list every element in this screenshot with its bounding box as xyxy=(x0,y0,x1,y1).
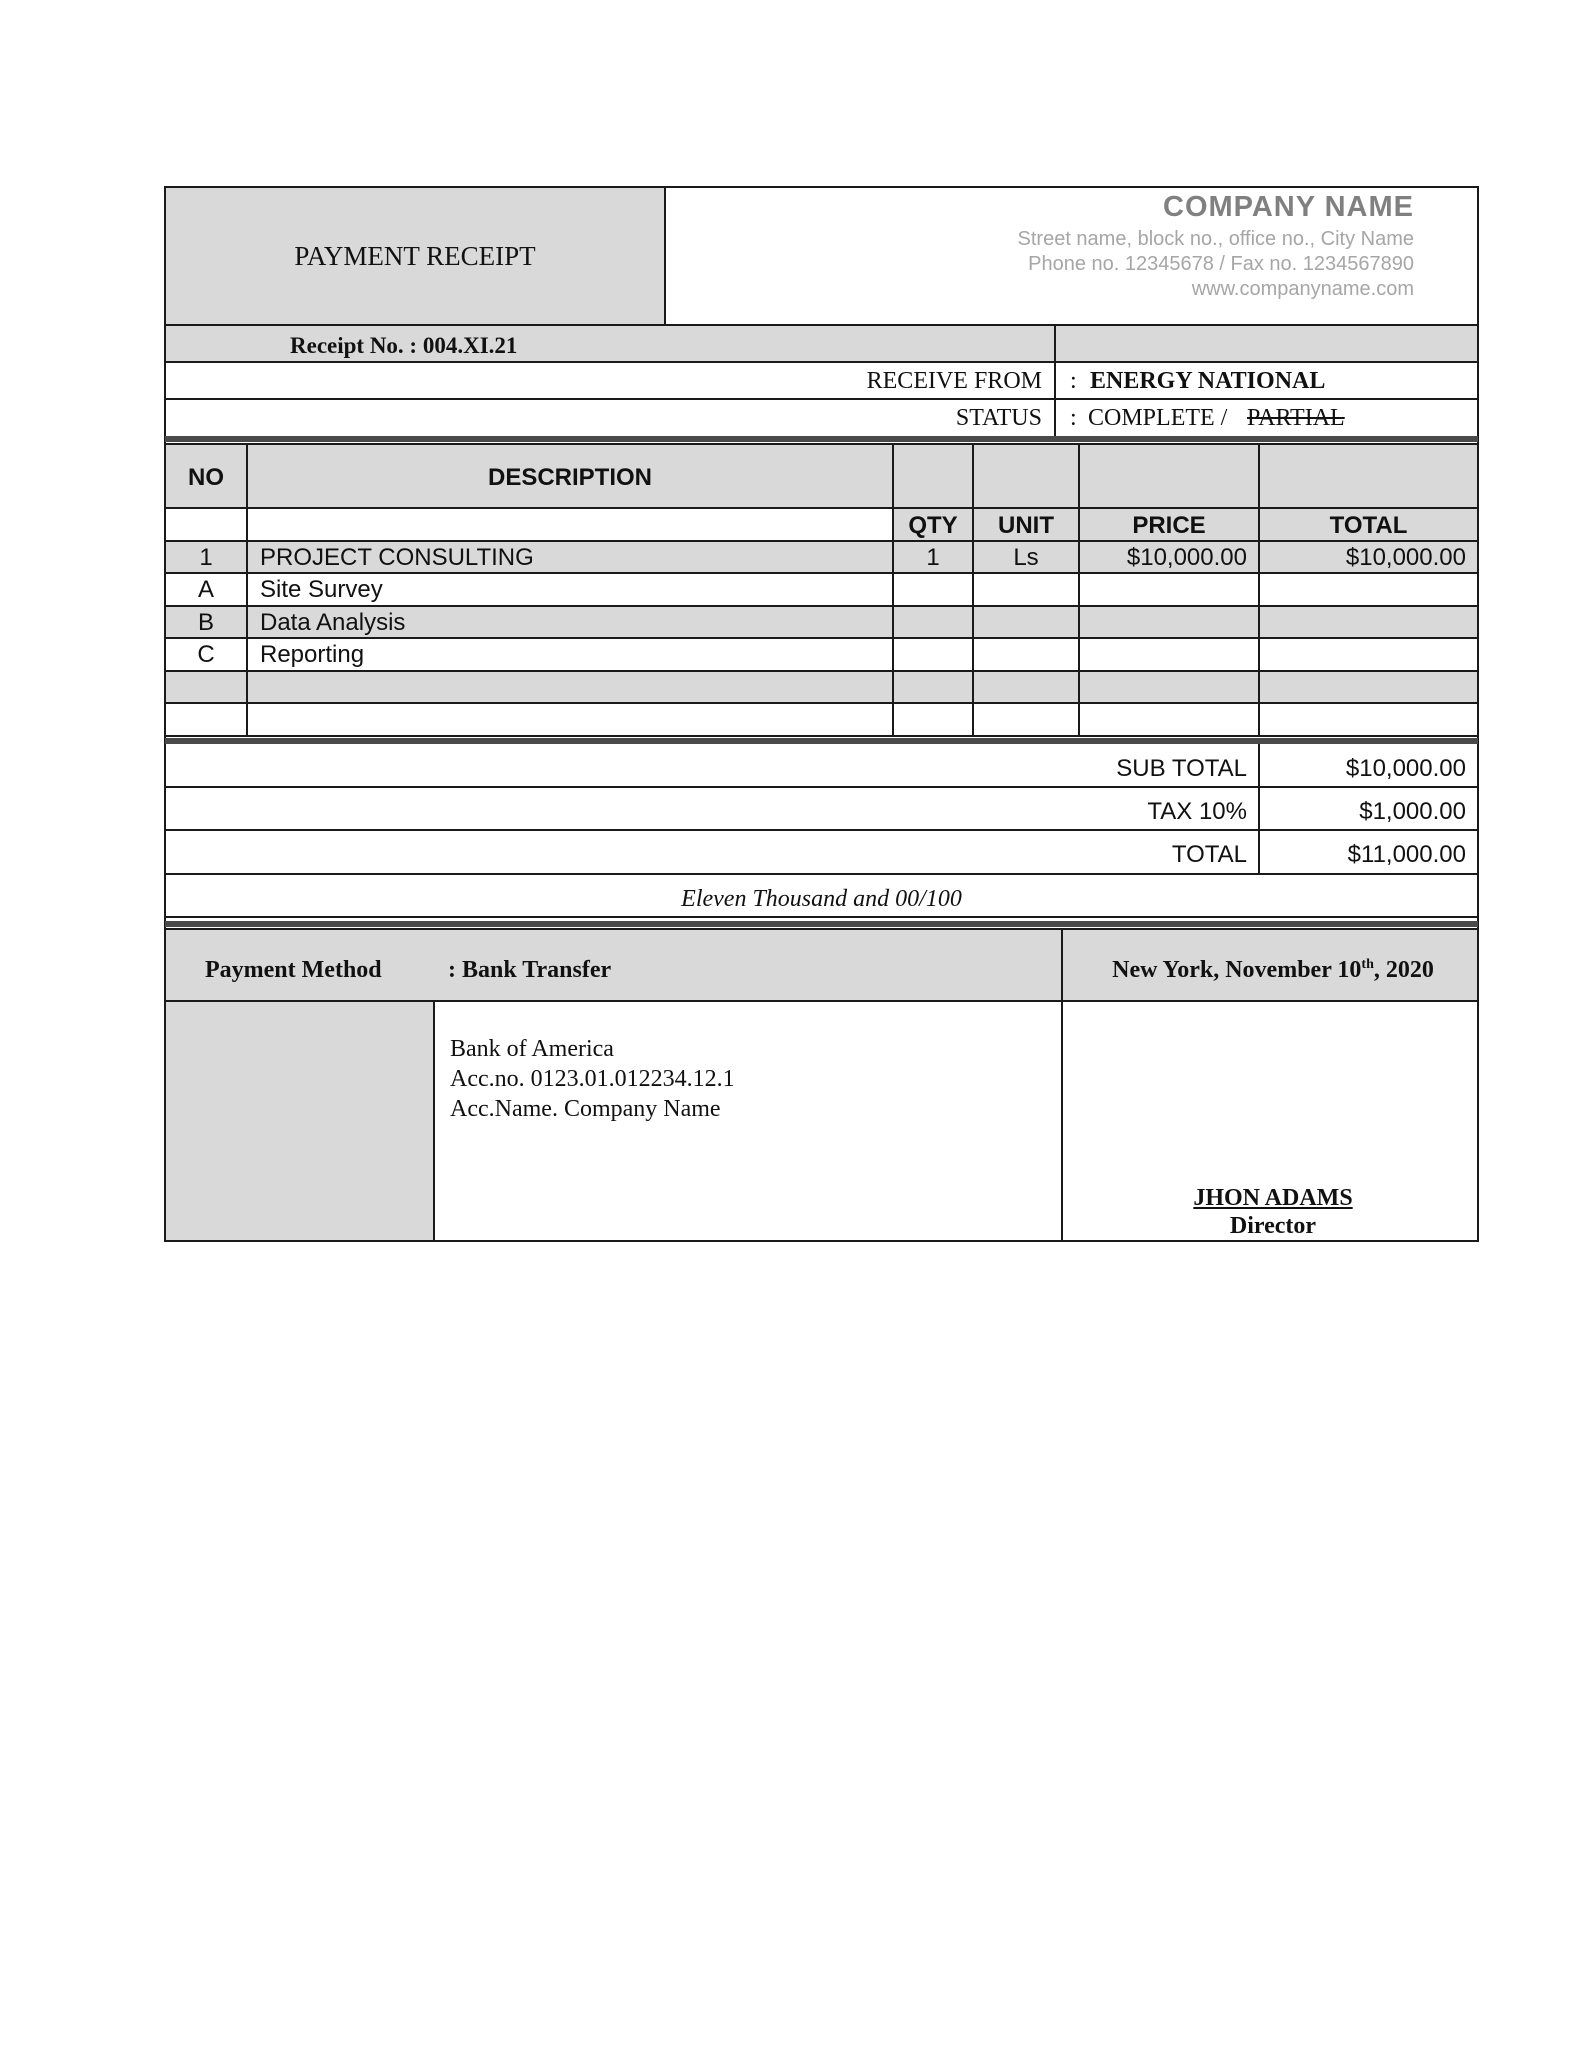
table-row-description: PROJECT CONSULTING xyxy=(260,544,534,571)
table-top-thick-line xyxy=(165,436,1478,442)
table-row-unit: Ls xyxy=(1013,544,1039,571)
table-row-total: $10,000.00 xyxy=(1345,544,1466,571)
place-date-prefix: New York, November 10 xyxy=(1112,957,1362,983)
bank-name: Bank of America xyxy=(450,1036,614,1062)
table-row-description: Reporting xyxy=(260,641,365,668)
table-row-5-bg xyxy=(165,671,1478,703)
frame-left-line xyxy=(164,186,166,1242)
subtotal-value: $10,000.00 xyxy=(1345,755,1466,782)
payment-method-label: Payment Method xyxy=(205,957,382,983)
totals-line-2 xyxy=(165,829,1478,831)
signature-divider xyxy=(1061,929,1063,1241)
frame-right-line xyxy=(1477,186,1479,1242)
company-address: Street name, block no., office no., City Name xyxy=(1017,228,1414,250)
table-row-no: A xyxy=(197,576,214,603)
table-header-line xyxy=(165,507,1478,509)
subtotal-label: SUB TOTAL xyxy=(1116,755,1247,782)
company-name: COMPANY NAME xyxy=(1163,191,1414,223)
info-line-1 xyxy=(165,361,1478,363)
payment-top-thick-line xyxy=(165,921,1478,927)
payment-method-value: : Bank Transfer xyxy=(448,957,612,983)
status-partial: PARTIAL xyxy=(1247,405,1345,431)
info-divider xyxy=(1054,325,1056,437)
status-complete: COMPLETE / xyxy=(1088,405,1228,431)
receive-from-colon: : xyxy=(1070,368,1077,394)
table-col-line-no xyxy=(246,444,248,736)
receive-from-value: ENERGY NATIONAL xyxy=(1090,368,1326,394)
company-phone-fax: Phone no. 12345678 / Fax no. 1234567890 xyxy=(1028,253,1414,275)
table-bottom-line xyxy=(165,735,1478,737)
column-header-total: TOTAL xyxy=(1329,512,1408,539)
table-row-line xyxy=(165,540,1478,542)
table-row-line xyxy=(165,637,1478,639)
table-row-qty: 1 xyxy=(926,544,940,571)
column-header-qty: QTY xyxy=(908,512,958,539)
place-date-suffix: , 2020 xyxy=(1373,957,1434,983)
status-colon: : xyxy=(1070,405,1077,431)
company-website: www.companyname.com xyxy=(1191,278,1414,300)
payment-top-line xyxy=(165,928,1478,930)
tax-label: TAX 10% xyxy=(1147,798,1247,825)
totals-col-line xyxy=(1258,744,1260,874)
table-row-price: $10,000.00 xyxy=(1126,544,1247,571)
table-top-line xyxy=(165,443,1478,445)
table-col-line-price xyxy=(1258,444,1260,736)
column-header-description: DESCRIPTION xyxy=(487,464,652,491)
totals-top-thick-line xyxy=(165,738,1478,744)
amount-in-words: Eleven Thousand and 00/100 xyxy=(681,886,962,912)
info-line-2 xyxy=(165,398,1478,400)
signatory-title: Director xyxy=(1229,1213,1317,1239)
frame-top-line xyxy=(165,186,1479,188)
table-row-no: 1 xyxy=(199,544,213,571)
table-row-line xyxy=(165,605,1478,607)
receipt-number: Receipt No. : 004.XI.21 xyxy=(290,333,518,358)
frame-bottom-line xyxy=(165,1240,1479,1242)
table-row-description: Site Survey xyxy=(260,576,383,603)
status-label: STATUS xyxy=(955,405,1042,431)
column-header-price: PRICE xyxy=(1132,512,1206,539)
header-bottom-line xyxy=(165,324,1478,326)
table-row-no: B xyxy=(197,609,214,636)
signatory-name: JHON ADAMS xyxy=(1193,1185,1353,1211)
header-divider xyxy=(664,186,666,326)
place-date-sup: th xyxy=(1361,957,1374,972)
tax-value: $1,000.00 xyxy=(1359,798,1466,825)
totals-line-3 xyxy=(165,873,1478,875)
table-col-line-qty xyxy=(972,444,974,736)
payment-left-block xyxy=(165,1001,435,1241)
words-bottom-line xyxy=(165,916,1478,918)
totals-line-1 xyxy=(165,786,1478,788)
account-number: Acc.no. 0123.01.012234.12.1 xyxy=(450,1066,735,1092)
column-header-unit: UNIT xyxy=(998,512,1054,539)
payment-bar-bottom-line xyxy=(165,1000,1478,1002)
receive-from-label: RECEIVE FROM xyxy=(866,368,1042,394)
total-label: TOTAL xyxy=(1171,841,1247,868)
bank-divider xyxy=(433,1001,435,1241)
receipt-title: PAYMENT RECEIPT xyxy=(294,241,536,271)
table-row-description: Data Analysis xyxy=(260,609,406,636)
table-row-line xyxy=(165,572,1478,574)
place-date xyxy=(1068,958,1478,982)
table-row-line xyxy=(165,670,1478,672)
table-row-line xyxy=(165,702,1478,704)
account-name: Acc.Name. Company Name xyxy=(450,1096,721,1122)
table-row-no: C xyxy=(197,641,215,668)
total-value: $11,000.00 xyxy=(1347,841,1466,868)
table-col-line-description xyxy=(892,444,894,736)
table-col-line-unit xyxy=(1078,444,1080,736)
column-header-no: NO xyxy=(188,464,224,491)
